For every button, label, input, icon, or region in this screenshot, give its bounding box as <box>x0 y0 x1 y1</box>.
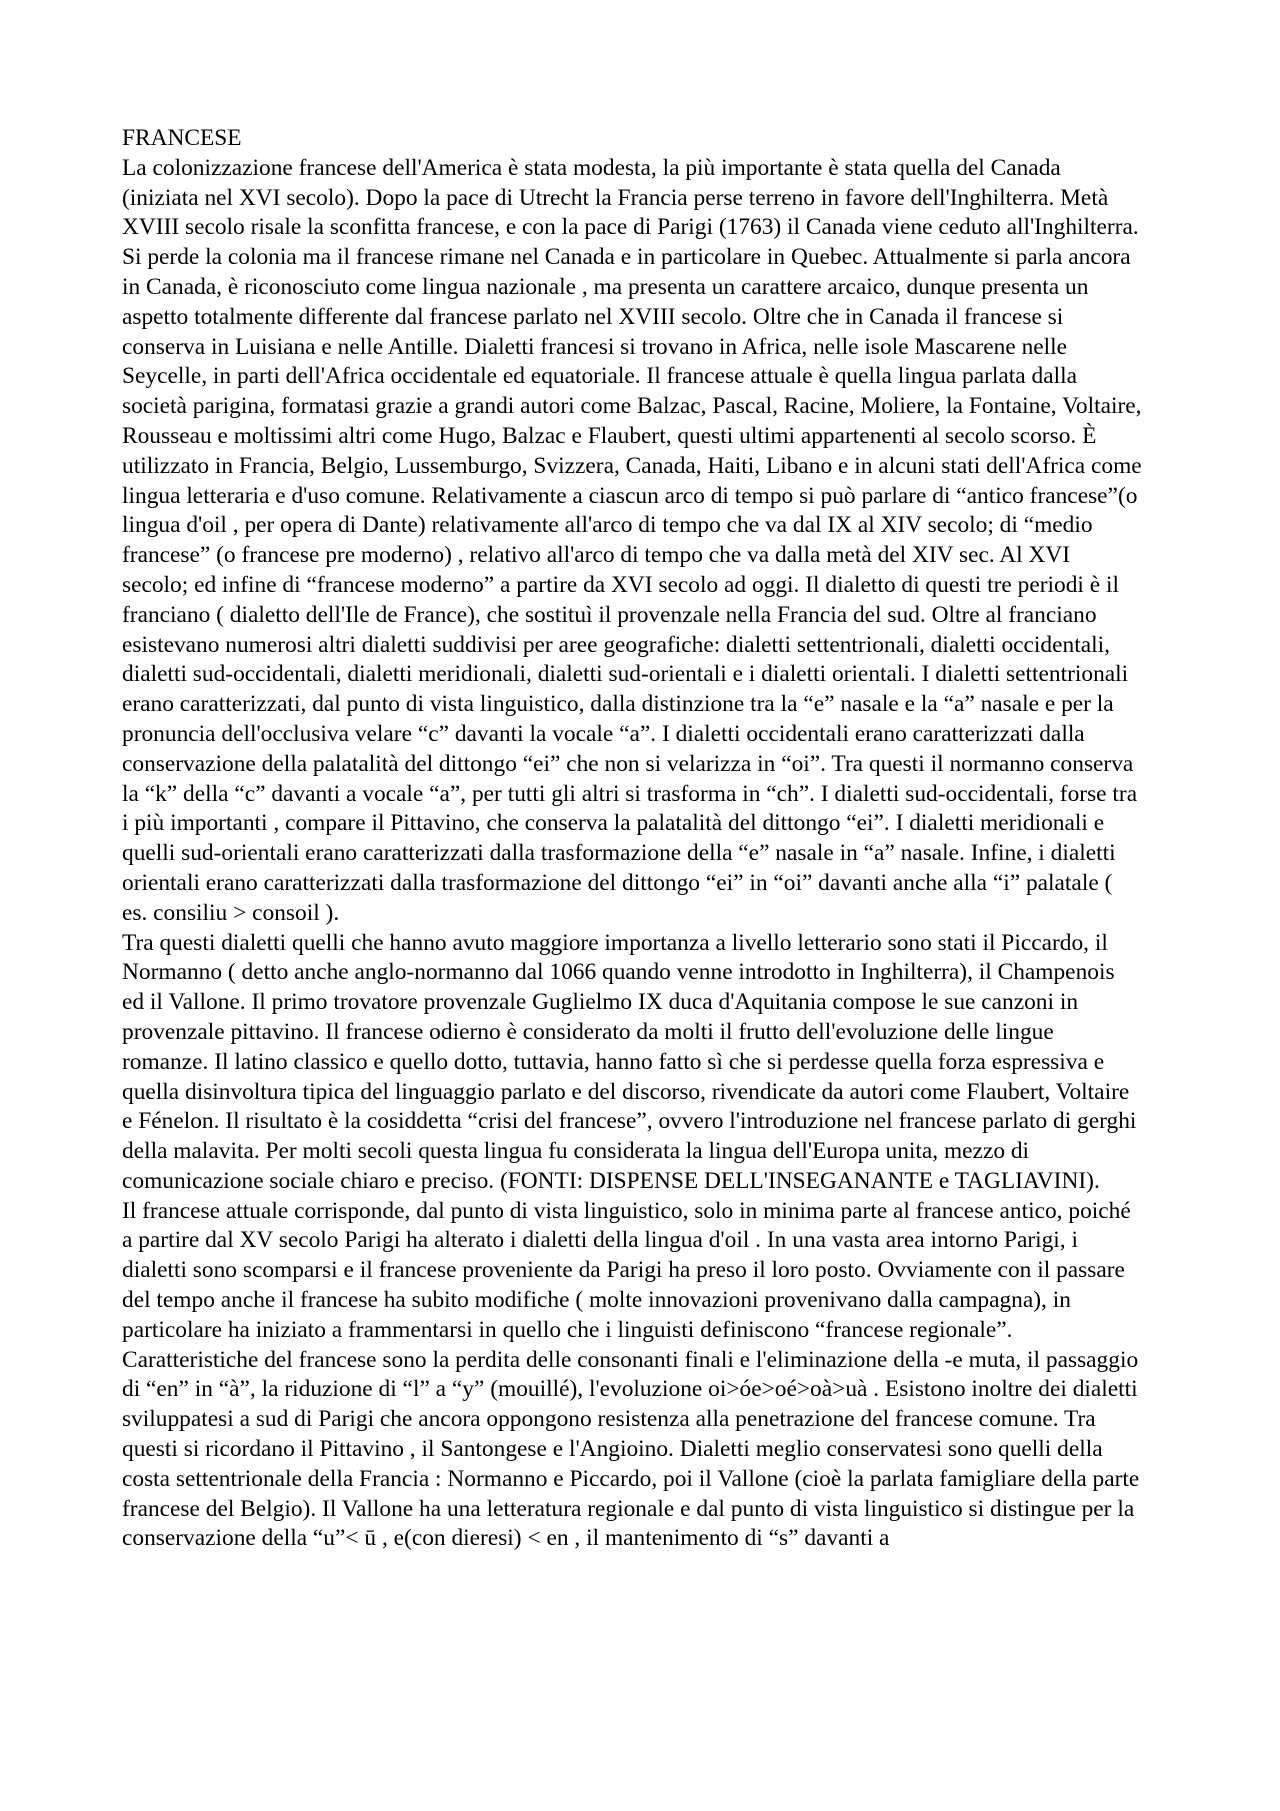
paragraph-2: Tra questi dialetti quelli che hanno avuto maggiore importanza a livello letterario sono stati il Piccardo, il Normanno ( detto anche anglo-normanno dal 1066 quando venne introdotto in Inghilterra), il Champenois ed il Vallone. Il primo trovatore provenzale Guglielmo IX duca d'Aquitania compose le sue canzoni in provenzale pittavino. Il francese odierno è considerato da molti il frutto dell'evoluzione delle lingue romanze. Il latino classico e quello dotto, tuttavia, hanno fatto sì che si perdesse quella forza espressiva e quella disinvoltura tipica del linguaggio parlato e del discorso, rivendicate da autori come Flaubert, Voltaire e Fénelon. Il risultato è la cosiddetta “crisi del francese”, ovvero l'introduzione nel francese parlato di gerghi della malavita. Per molti secoli questa lingua fu considerata la lingua dell'Europa unita, mezzo di comunicazione sociale chiaro e preciso. (FONTI: DISPENSE DELL'INSEGANANTE e TAGLIAVINI). <box>122 929 1137 1194</box>
document-title: FRANCESE <box>122 125 242 151</box>
paragraph-1: La colonizzazione francese dell'America è stata modesta, la più importante è stata quella del Canada (iniziata nel XVI secolo). Dopo la pace di Utrecht la Francia perse terreno in favore dell'Inghilterra. Metà XVIII secolo risale la sconfitta francese, e con la pace di Parigi (1763) il Canada viene ceduto all'Inghilterra. Si perde la colonia ma il francese rimane nel Canada e in particolare in Quebec. Attualmente si parla ancora in Canada, è riconosciuto come lingua nazionale , ma presenta un carattere arcaico, dunque presenta un aspetto totalmente differente dal francese parlato nel XVIII secolo. Oltre che in Canada il francese si conserva in Luisiana e nelle Antille. Dialetti francesi si trovano in Africa, nelle isole Mascarene nelle Seycelle, in parti dell'Africa occidentale ed equatoriale. Il francese attuale è quella lingua parlata dalla società parigina, formatasi grazie a grandi autori come Balzac, Pascal, Racine, Moliere, la Fontaine, Voltaire, Rousseau e moltissimi altri come Hugo, Balzac e Flaubert, questi ultimi appartenenti al secolo scorso. È utilizzato in Francia, Belgio, Lussemburgo, Svizzera, Canada, Haiti, Libano e in alcuni stati dell'Africa come lingua letteraria e d'uso comune. Relativamente a ciascun arco di tempo si può parlare di “antico francese”(o lingua d'oil , per opera di Dante) relativamente all'arco di tempo che va dal IX al XIV secolo; di “medio francese” (o francese pre moderno) , relativo all'arco di tempo che va dalla metà del XIV sec. Al XVI secolo; ed infine di “francese moderno” a partire da XVI secolo ad oggi. Il dialetto di questi tre periodi è il franciano ( dialetto dell'Ile de France), che sostituì il provenzale nella Francia del sud. Oltre al franciano esistevano numerosi altri dialetti suddivisi per aree geografiche: dialetti settentrionali, dialetti occidentali, dialetti sud-occidentali, dialetti meridionali, dialetti sud-orientali e i dialetti orientali. I dialetti settentrionali erano caratterizzati, dal punto di vista linguistico, dalla distinzione tra la “e” nasale e la “a” nasale e per la pronuncia dell'occlusiva velare “c” davanti la vocale “a”. I dialetti occidentali erano caratterizzati dalla conservazione della palatalità del dittongo “ei” che non si velarizza in “oi”. Tra questi il normanno conserva la “k” della “c” davanti a vocale “a”, per tutti gli altri si trasforma in “ch”. I dialetti sud-occidentali, forse tra i più importanti , compare il Pittavino, che conserva la palatalità del dittongo “ei”. I dialetti meridionali e quelli sud-orientali erano caratterizzati dalla trasformazione della “e” nasale in “a” nasale. Infine, i dialetti orientali erano caratterizzati dalla trasformazione del dittongo “ei” in “oi” davanti anche alla “i” palatale ( es. consiliu > consoil ). <box>122 154 1142 926</box>
document-body <box>122 124 1142 1554</box>
paragraph-3: Il francese attuale corrisponde, dal punto di vista linguistico, solo in minima parte al francese antico, poiché a partire dal XV secolo Parigi ha alterato i dialetti della lingua d'oil . In una vasta area intorno Parigi, i dialetti sono scomparsi e il francese proveniente da Parigi ha preso il loro posto. Ovviamente con il passare del tempo anche il francese ha subito modifiche ( molte innovazioni provenivano dalla campagna), in particolare ha iniziato a frammentarsi in quello che i linguisti definiscono “francese regionale”. Caratteristiche del francese sono la perdita delle consonanti finali e l'eliminazione della -e muta, il passaggio di “en” in “à”, la riduzione di “l” a “y” (mouillé), l'evoluzione oi>óe>oé>oà>uà . Esistono inoltre dei dialetti sviluppatesi a sud di Parigi che ancora oppongono resistenza alla penetrazione del francese comune. Tra questi si ricordano il Pittavino , il Santongese e l'Angioino. Dialetti meglio conservatesi sono quelli della costa settentrionale della Francia : Normanno e Piccardo, poi il Vallone (cioè la parlata famigliare della parte francese del Belgio). Il Vallone ha una letteratura regionale e dal punto di vista linguistico si distingue per la conservazione della “u”< ū , e(con dieresi) < en , il mantenimento di “s” davanti a <box>122 1197 1140 1552</box>
